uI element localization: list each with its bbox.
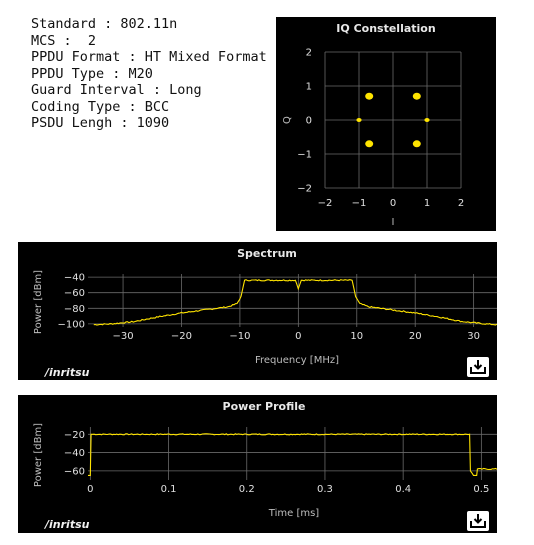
iq-point [356, 118, 361, 122]
iq-point [413, 93, 421, 100]
pp-x-tick-label: 0.4 [395, 484, 412, 495]
anritsu-logo: /inritsu [45, 518, 90, 531]
spec-x-tick-label: 0 [295, 331, 302, 342]
iq-constellation-panel [276, 17, 496, 231]
iq-y-axis-label: Q [282, 116, 293, 124]
power-profile-x-axis-label: Time [ms] [268, 508, 320, 519]
power-profile-chart [18, 395, 497, 533]
iq-point [365, 140, 373, 147]
spectrum-trace [94, 280, 497, 325]
pp-y-tick-label: −60 [63, 466, 85, 478]
iq-x-tick-label: −1 [351, 198, 367, 209]
spec-y-tick-label: −60 [63, 288, 85, 300]
coding-type-line: Coding Type : BCC [31, 98, 170, 115]
spectrum-chart [18, 242, 497, 380]
pp-x-tick-label: 0.1 [160, 484, 177, 495]
anritsu-logo: /inritsu [45, 366, 90, 379]
iq-x-tick-label: 0 [389, 198, 397, 209]
spec-x-tick-label: 30 [467, 331, 480, 342]
power-profile-chart-title: Power Profile [222, 400, 306, 413]
standard-line: Standard : 802.11n [31, 16, 178, 32]
pp-y-tick-label: −40 [63, 448, 85, 460]
pp-x-tick-label: 0.3 [317, 484, 333, 495]
iq-x-tick-label: −2 [317, 198, 333, 209]
iq-x-tick-label: 1 [423, 198, 431, 209]
spec-y-tick-label: −80 [63, 303, 85, 315]
iq-y-tick-label: 2 [305, 47, 312, 59]
spec-x-tick-label: −30 [112, 331, 134, 342]
mcs-line: MCS : 2 [31, 32, 97, 49]
iq-y-tick-label: −2 [297, 183, 312, 195]
spectrum-download-button[interactable] [467, 357, 489, 377]
iq-x-axis-label: I [391, 217, 395, 228]
ppdu-type-line: PPDU Type : M20 [31, 65, 153, 82]
guard-interval-line: Guard Interval : Long [31, 82, 202, 98]
spec-y-tick-label: −40 [63, 272, 85, 284]
iq-x-tick-label: 2 [457, 198, 465, 209]
pp-x-tick-label: 0.2 [238, 484, 255, 495]
iq-y-tick-label: 0 [305, 115, 312, 127]
spectrum-x-axis-label: Frequency [MHz] [254, 355, 340, 366]
spectrum-panel [18, 242, 497, 380]
download-icon [467, 511, 489, 531]
power-profile-download-button[interactable] [467, 511, 489, 531]
pp-x-tick-label: 0 [87, 484, 94, 495]
pp-y-tick-label: −20 [63, 429, 85, 441]
iq-point [424, 118, 429, 122]
psdu-length-line: PSDU Lengh : 1090 [31, 115, 170, 131]
spectrum-chart-title: Spectrum [237, 247, 297, 260]
spec-x-tick-label: −20 [170, 331, 193, 342]
iq-y-tick-label: −1 [297, 149, 312, 161]
download-icon [467, 357, 489, 377]
spec-y-tick-label: −100 [57, 319, 85, 331]
power-profile-trace [88, 434, 497, 476]
iq-y-tick-label: 1 [305, 81, 312, 93]
iq-constellation-chart [276, 17, 496, 231]
power-profile-y-axis-label: Power [dBm] [33, 422, 44, 488]
spec-x-tick-label: 10 [350, 331, 364, 342]
iq-chart-title: IQ Constellation [336, 22, 436, 35]
ppdu-format-line: PPDU Format : HT Mixed Format [31, 49, 267, 65]
spec-x-tick-label: −10 [229, 331, 251, 342]
signal-info [31, 16, 267, 132]
pp-x-tick-label: 0.5 [473, 484, 490, 495]
spec-x-tick-label: 20 [408, 331, 422, 342]
iq-point [365, 93, 373, 100]
spectrum-y-axis-label: Power [dBm] [33, 269, 44, 335]
iq-point [413, 140, 421, 147]
power-profile-panel [18, 395, 497, 533]
